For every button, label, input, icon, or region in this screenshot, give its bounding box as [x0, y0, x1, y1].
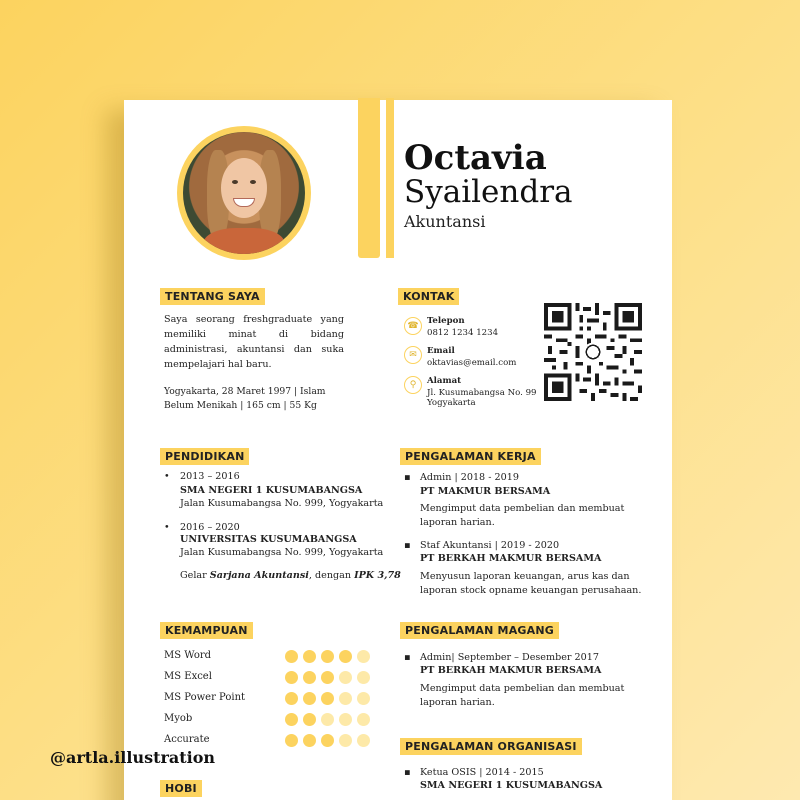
rating-dot-filled — [321, 671, 334, 684]
watermark-credit: @artla.illustration — [50, 748, 216, 767]
hobby-heading: HOBI — [160, 780, 202, 797]
skill-name: MS Word — [164, 650, 212, 661]
rating-dot-filled — [321, 650, 334, 663]
work-company-2: PT BERKAH MAKMUR BERSAMA — [420, 553, 602, 564]
last-name: Syailendra — [404, 174, 573, 210]
rating-dot-filled — [303, 734, 316, 747]
work-desc-1a: Mengimput data pembelian dan membuat — [420, 503, 625, 514]
internship-desc-b: laporan harian. — [420, 697, 495, 708]
skill-rating — [285, 734, 370, 747]
rating-dot-empty — [357, 692, 370, 705]
work-desc-2b: laporan stock opname keuangan perusahaan. — [420, 585, 642, 596]
rating-dot-filled — [339, 650, 352, 663]
rating-dot-empty — [339, 671, 352, 684]
skill-name: Myob — [164, 713, 193, 724]
rating-dot-empty — [357, 734, 370, 747]
location-pin-icon: ⚲ — [404, 376, 422, 394]
rating-dot-filled — [321, 692, 334, 705]
skills-heading: KEMAMPUAN — [160, 622, 253, 639]
rating-dot-filled — [285, 734, 298, 747]
work-company-1: PT MAKMUR BERSAMA — [420, 486, 551, 497]
education-degree: Gelar Sarjana Akuntansi, dengan IPK 3,78 — [180, 570, 401, 581]
skill-name: Accurate — [164, 734, 210, 745]
qr-code-icon — [544, 303, 642, 401]
education-address-1: Jalan Kusumabangsa No. 999, Yogyakarta — [180, 498, 384, 509]
profile-photo — [183, 132, 305, 254]
accent-bar-narrow — [386, 98, 394, 258]
first-name: Octavia — [404, 138, 547, 178]
rating-dot-filled — [285, 671, 298, 684]
accent-bar-wide — [358, 98, 380, 258]
work-desc-1b: laporan harian. — [420, 517, 495, 528]
education-years-2: 2016 – 2020 — [180, 522, 240, 533]
rating-dot-empty — [339, 713, 352, 726]
email-value: oktavias@email.com — [427, 358, 517, 368]
rating-dot-empty — [357, 713, 370, 726]
work-title-1: Admin | 2018 - 2019 — [420, 472, 519, 483]
skill-rating — [285, 692, 370, 705]
rating-dot-filled — [303, 671, 316, 684]
skill-rating — [285, 671, 370, 684]
about-personal-2: Belum Menikah | 165 cm | 55 Kg — [164, 400, 317, 411]
internship-desc-a: Mengimput data pembelian dan membuat — [420, 683, 625, 694]
about-text: Saya seorang freshgraduate yang memiliki minat di bidang administrasi, akuntansi dan suka mempelajari hal baru. — [164, 314, 344, 370]
email-icon: ✉ — [404, 346, 422, 364]
about-heading: TENTANG SAYA — [160, 288, 265, 305]
skill-name: MS Excel — [164, 671, 212, 682]
rating-dot-empty — [357, 671, 370, 684]
phone-label: Telepon — [427, 316, 465, 326]
rating-dot-filled — [285, 692, 298, 705]
work-desc-2a: Menyusun laporan keuangan, arus kas dan — [420, 571, 630, 582]
education-school-2: UNIVERSITAS KUSUMABANGSA — [180, 534, 357, 545]
education-address-2: Jalan Kusumabangsa No. 999, Yogyakarta — [180, 547, 384, 558]
work-heading: PENGALAMAN KERJA — [400, 448, 541, 465]
profile-photo-frame — [177, 126, 311, 260]
rating-dot-filled — [321, 734, 334, 747]
skill-rating — [285, 713, 370, 726]
job-role: Akuntansi — [404, 212, 486, 231]
address-line-1: Jl. Kusumabangsa No. 99 — [427, 388, 537, 398]
rating-dot-empty — [321, 713, 334, 726]
organization-name: SMA NEGERI 1 KUSUMABANGSA — [420, 780, 603, 791]
organization-title: Ketua OSIS | 2014 - 2015 — [420, 767, 544, 778]
education-school-1: SMA NEGERI 1 KUSUMABANGSA — [180, 485, 363, 496]
internship-title: Admin| September – Desember 2017 — [420, 652, 599, 663]
internship-company: PT BERKAH MAKMUR BERSAMA — [420, 665, 602, 676]
phone-icon: ☎ — [404, 317, 422, 335]
work-title-2: Staf Akuntansi | 2019 - 2020 — [420, 540, 560, 551]
education-heading: PENDIDIKAN — [160, 448, 249, 465]
rating-dot-filled — [303, 713, 316, 726]
resume-paper: Octavia Syailendra Akuntansi TENTANG SAYA Saya seorang freshgraduate yang memiliki minat di bidang administrasi, akuntansi dan suka mempelajari hal baru. Yogyakarta, 28 Maret 1997 | Islam Belum Menikah | 165 cm | 55 Kg KONTAK ☎ Telepon 0812 1234 1234 ✉ Email oktavias@email.com ⚲ Alamat Jl. Kusumabangsa No. 99 Yogyakarta PENDIDIKAN • 2013 – 2016 SMA NEGERI 1 KUSUMABANGSA Jalan Kusumabangsa No. 999, Yogyakarta • 2016 – 2020 UNIVERSITAS KUSUMABANGSA Jalan Kusumabangsa No. 999, Yogyakarta Gelar Sarjana Akuntansi, dengan IPK 3,78 PENGALAMAN KERJA ▪ Admin | 2018 - 2019 PT MAKMUR BERSAMA Mengimput data pembelian dan membuat laporan harian. ▪ Staf Akuntansi | 2019 - 2020 PT BERKAH MAKMUR BERSAMA Menyusun laporan keuangan, arus kas dan laporan stock opname keuangan perusahaan. KEMAMPUAN MS Word MS Excel MS Power Point Myob Accurate PENGALAMAN MAGANG ▪ Admin| September – Desember 2017 PT BERKAH MAKMUR BERSAMA Mengimput data pembelian dan membuat laporan harian. PENGALAMAN ORGANISASI ▪ Ketua OSIS | 2014 - 2015 SMA NEGERI 1 KUSUMABANGSA HOBI — [124, 100, 672, 800]
rating-dot-filled — [303, 650, 316, 663]
organization-heading: PENGALAMAN ORGANISASI — [400, 738, 582, 755]
rating-dot-empty — [357, 650, 370, 663]
email-label: Email — [427, 346, 455, 356]
address-line-2: Yogyakarta — [427, 398, 476, 408]
rating-dot-empty — [339, 734, 352, 747]
internship-heading: PENGALAMAN MAGANG — [400, 622, 559, 639]
rating-dot-empty — [339, 692, 352, 705]
rating-dot-filled — [303, 692, 316, 705]
address-label: Alamat — [427, 376, 462, 386]
skill-name: MS Power Point — [164, 692, 246, 703]
rating-dot-filled — [285, 650, 298, 663]
education-years-1: 2013 – 2016 — [180, 471, 240, 482]
contact-heading: KONTAK — [398, 288, 459, 305]
phone-value: 0812 1234 1234 — [427, 328, 499, 338]
rating-dot-filled — [285, 713, 298, 726]
about-personal-1: Yogyakarta, 28 Maret 1997 | Islam — [164, 386, 326, 397]
skill-rating — [285, 650, 370, 663]
